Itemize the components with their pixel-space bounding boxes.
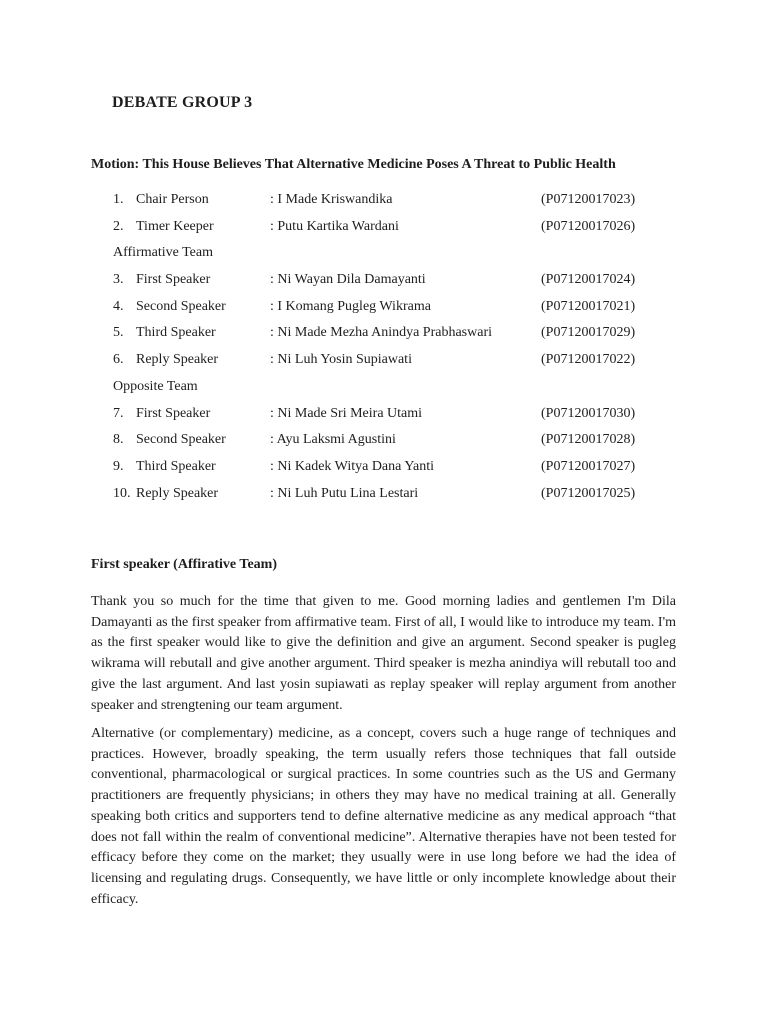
roster-row <box>113 217 673 244</box>
row-number: 10. <box>113 485 131 501</box>
row-name: : Ni Luh Putu Lina Lestari <box>270 485 419 501</box>
row-student-id: (P07120017025) <box>541 485 636 501</box>
row-name: : Ni Made Mezha Anindya Prabhaswari <box>270 325 492 341</box>
row-name: : Ni Made Sri Meira Utami <box>270 405 423 421</box>
opposite-team-label-row <box>113 377 673 404</box>
row-number: 7. <box>113 405 124 421</box>
row-role: Second Speaker <box>136 432 226 448</box>
body-paragraph: Thank you so much for the time that given to me. Good morning ladies and gentlemen I'm Dila Damayanti as the first speaker from affirmative team. First of all, I would like to introduce my team. I'm as the first speaker would like to give the definition and give an argument. Second speaker is pugleg wikrama will rebutall and give another argument. Third speaker is mezha anindiya will rebutall too and give the last argument. And last yosin supiawati as replay speaker will replay argument from another speaker and strengtening our team argument. <box>91 594 676 713</box>
row-number: 6. <box>113 352 124 368</box>
row-student-id: (P07120017026) <box>541 218 636 234</box>
row-role: Second Speaker <box>136 298 226 314</box>
row-student-id: (P07120017027) <box>541 458 636 474</box>
row-student-id: (P07120017023) <box>541 192 636 207</box>
row-name: : Ni Kadek Witya Dana Yanti <box>270 458 435 474</box>
row-name: : I Made Kriswandika <box>270 192 393 207</box>
debate-motion: Motion: This House Believes That Alternative Medicine Poses A Threat to Public Health <box>91 157 616 172</box>
row-number: 4. <box>113 298 124 314</box>
row-student-id: (P07120017021) <box>541 298 636 314</box>
row-student-id: (P07120017029) <box>541 325 636 341</box>
body-paragraph: Alternative (or complementary) medicine, as a concept, covers such a huge range of techniques and practices. However, broadly speaking, the term usually refers those techniques that fall outside conventional, pharmacological or surgical practices. In some countries such as the US and Germany practitioners are frequently physicians; in others they may have no medical training at all. Generally speaking both critics and supporters tend to define alternative medicine as any medical approach “that does not fall within the realm of conventional medicine”. Alternative therapies have not been tested for efficacy before they come on the market; they usually were in use long before we had the idea of licensing and regulating drugs. Consequently, we have little or only incomplete knowledge about their efficacy. <box>91 726 676 907</box>
roster-row <box>113 404 673 431</box>
row-name: : I Komang Pugleg Wikrama <box>270 298 431 314</box>
row-student-id: (P07120017024) <box>541 272 636 288</box>
participant-roster <box>113 190 673 510</box>
roster-row <box>113 350 673 377</box>
row-role: First Speaker <box>136 405 211 421</box>
roster-row <box>113 484 673 511</box>
row-name: : Ni Luh Yosin Supiawati <box>270 352 412 368</box>
row-name: : Putu Kartika Wardani <box>270 218 399 234</box>
roster-row <box>113 297 673 324</box>
row-role: Chair Person <box>136 192 209 207</box>
row-role: Third Speaker <box>136 458 216 474</box>
row-number: 9. <box>113 458 124 474</box>
opposite-team-label: Opposite Team <box>113 378 198 394</box>
row-role: Third Speaker <box>136 325 216 341</box>
row-number: 1. <box>113 192 124 207</box>
row-number: 5. <box>113 325 124 341</box>
row-student-id: (P07120017028) <box>541 432 636 448</box>
roster-row <box>113 457 673 484</box>
roster-row <box>113 190 673 217</box>
row-name: : Ayu Laksmi Agustini <box>270 432 396 448</box>
affirmative-team-label-row <box>113 243 673 270</box>
roster-row <box>113 430 673 457</box>
row-role: Reply Speaker <box>136 352 219 368</box>
roster-row <box>113 323 673 350</box>
document-title: DEBATE GROUP 3 <box>112 94 253 111</box>
row-student-id: (P07120017022) <box>541 352 636 368</box>
section-heading: First speaker (Affirative Team) <box>91 557 277 572</box>
row-number: 2. <box>113 218 124 234</box>
row-role: Reply Speaker <box>136 485 219 501</box>
roster-row <box>113 270 673 297</box>
row-number: 3. <box>113 272 124 288</box>
row-name: : Ni Wayan Dila Damayanti <box>270 272 426 288</box>
row-role: Timer Keeper <box>136 218 214 234</box>
affirmative-team-label: Affirmative Team <box>113 245 213 261</box>
row-role: First Speaker <box>136 272 211 288</box>
row-student-id: (P07120017030) <box>541 405 636 421</box>
row-number: 8. <box>113 432 124 448</box>
